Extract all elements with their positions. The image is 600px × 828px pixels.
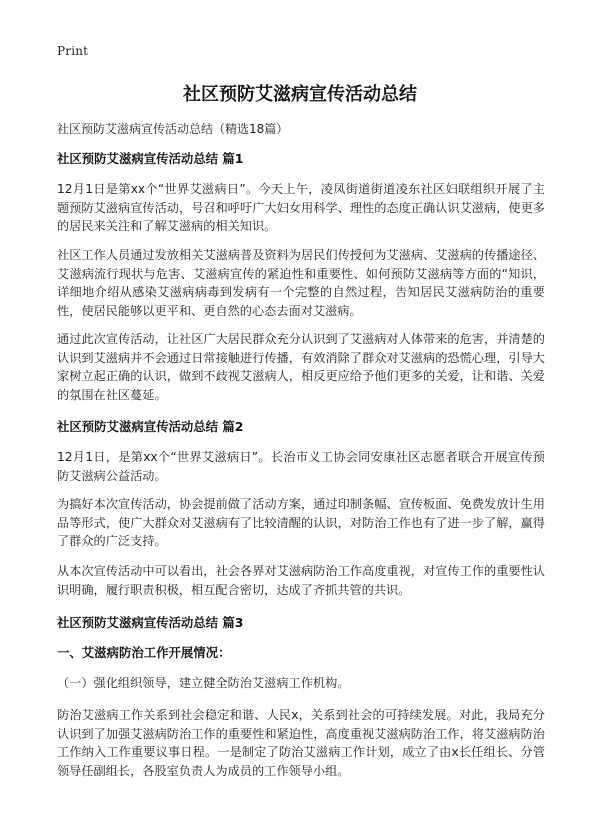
section-2-paragraph-1: 12月1日，是第xx个“世界艾滋病日”。长治市义工协会同安康社区志愿者联合开展宣传预防艾滋病公益活动。 [57, 450, 545, 483]
print-label: Print [57, 44, 89, 58]
section-2-heading: 社区预防艾滋病宣传活动总结 篇2 [57, 419, 244, 434]
section-2-paragraph-2: 为搞好本次宣传活动，协会提前做了活动方案，通过印制条幅、宣传板面、免费发放计生用品等形式，使广大群众对艾滋病有了比较清醒的认识，对防治工作也有了进一步了解，赢得了群众的广泛支持。 [57, 497, 545, 549]
section-2-paragraph-3: 从本次宣传活动中可以看出，社会各界对艾滋病防治工作高度重视，对宣传工作的重要性认识明确，履行职责积极，相互配合密切，达成了齐抓共管的共识。 [57, 564, 545, 597]
section-3-paragraph-1: 防治艾滋病工作关系到社会稳定和谐、人民x，关系到社会的可持续发展。对此，我局充分认识到了加强艾滋病防治工作的重要性和紧迫性，高度重视艾滋病防治工作，将艾滋病防治工作纳入工作重要议事日程。一是制定了防治艾滋病工作计划，成立了由x长任组长、分管领导任副组长，各股室负责人为成员的工作领导小组。 [57, 708, 545, 778]
section-1-paragraph-2: 社区工作人员通过发放相关艾滋病普及资料为居民们传授何为艾滋病、艾滋病的传播途径、艾滋病流行现状与危害、艾滋病宣传的紧迫性和重要性、如何预防艾滋病等方面的“知识，详细地介绍从感染艾滋病病毒到发病有一个完整的自然过程，告知居民艾滋病防治的重要性，使居民能够以更平和、更自然的心态去面对艾滋病。 [57, 248, 545, 318]
section-1-paragraph-1: 12月1日是第xx个“世界艾滋病日”。今天上午，凌凤街道街道凌东社区妇联组织开展了主题预防艾滋病宣传活动，号召和呼吁广大妇女用科学、理性的态度正确认识艾滋病，使更多的居民来关注和了解艾滋病的相关知识。 [57, 182, 545, 234]
section-1-heading: 社区预防艾滋病宣传活动总结 篇1 [57, 151, 244, 166]
section-3-subheading: 一、艾滋病防治工作开展情况： [57, 645, 231, 660]
section-1-paragraph-3: 通过此次宣传活动，让社区广大居民群众充分认识到了艾滋病对人体带来的危害，并清楚的认识到艾滋病并不会通过日常接触进行传播，有效消除了群众对艾滋病的恐慌心理，引导大家树立起正确的认识，做到不歧视艾滋病人，相反更应给予他们更多的关爱，让和谐、关爱的氛围在社区蔓延。 [57, 332, 545, 402]
page-title: 社区预防艾滋病宣传活动总结 [183, 84, 417, 105]
section-3-heading: 社区预防艾滋病宣传活动总结 篇3 [57, 615, 244, 630]
section-3-list-item: （一）强化组织领导，建立健全防治艾滋病工作机构。 [57, 676, 350, 690]
document-subtitle: 社区预防艾滋病宣传活动总结（精选18篇） [57, 122, 289, 136]
